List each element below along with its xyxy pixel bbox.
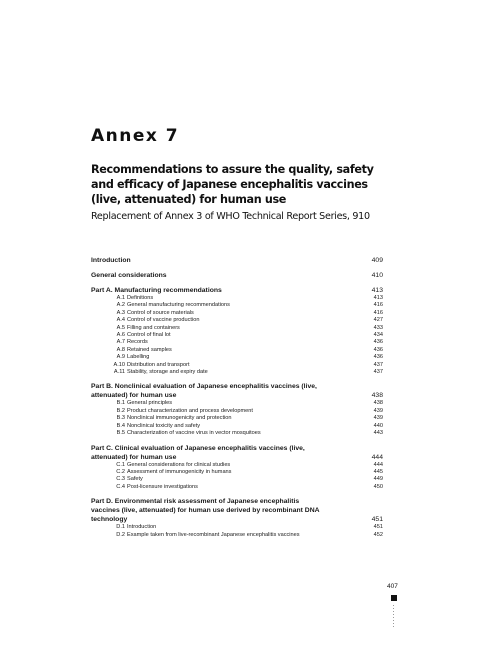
toc-subentry[interactable] [91,484,383,491]
toc-subentry[interactable] [91,415,383,422]
toc-subentry[interactable] [91,354,383,361]
toc-label: Control of vaccine production [127,317,200,324]
toc-number: A.8 [116,346,125,353]
toc-page: 445 [373,468,383,475]
toc-number: B.1 [116,400,125,407]
toc-label: Definitions [127,295,154,301]
toc-label: Filling and containers [127,324,180,331]
toc-subentry[interactable] [91,317,383,324]
toc-entry-introduction[interactable] [91,256,383,265]
toc-number: B.3 [116,415,125,422]
toc-subentry[interactable] [91,462,383,469]
toc-page: 409 [371,257,383,264]
toc-label: Introduction [127,524,157,531]
toc-page: 437 [373,361,383,368]
toc-page: 416 [373,309,383,316]
toc-page: 437 [373,369,383,376]
toc-subentry[interactable] [91,423,383,430]
toc-number: A.11 [113,369,125,376]
toc-label: Safety [127,476,143,483]
toc-number: C.3 [116,476,125,483]
toc-label: Retained samples [127,346,172,353]
toc-page: 451 [371,516,383,524]
toc-subentry[interactable] [91,302,383,309]
toc-label: Control of final lot [127,332,171,339]
toc-page: 451 [373,524,383,531]
toc-subentry[interactable] [91,362,383,369]
toc-label: Control of source materials [127,309,194,316]
toc-subentry[interactable] [91,476,383,483]
toc-number: B.4 [116,422,125,429]
toc-label: General considerations [91,272,167,279]
toc-page: 427 [373,317,383,324]
toc-page: 436 [373,354,383,361]
table-of-contents [91,256,383,539]
toc-subentry[interactable] [91,347,383,354]
toc-subentry[interactable] [91,325,383,332]
toc-label: Stability, storage and expiry date [127,369,208,376]
toc-subentry[interactable] [91,524,383,531]
toc-page: 439 [373,415,383,422]
toc-number: A.6 [116,332,125,339]
annex-title: Annex 7 [91,126,180,146]
toc-label: Part B. Nonclinical evaluation of Japanese encephalitis vaccines (live, attenuated) for human use [91,383,317,400]
toc-page: 444 [371,453,383,461]
toc-label: Distribution and transport [127,361,190,368]
toc-page: 410 [371,272,383,279]
toc-label: Introduction [91,257,131,264]
toc-number: C.1 [116,461,125,468]
toc-entry-part-d[interactable] [91,497,383,524]
page-number: 407 [387,583,398,590]
toc-number: A.10 [113,361,125,368]
page-marker-square [391,595,397,601]
toc-entry-general-considerations[interactable] [91,271,383,280]
toc-page: 439 [373,407,383,414]
toc-entry-part-b[interactable] [91,382,383,400]
toc-number: D.2 [116,531,125,538]
toc-page: 438 [373,400,383,407]
toc-label: Product characterization and process development [127,407,253,414]
toc-label: Characterization of vaccine virus in vector mosquitoes [127,430,261,437]
toc-number: A.4 [116,317,125,324]
toc-label: General principles [127,400,173,407]
toc-subentry[interactable] [91,400,383,407]
toc-label: Example taken from live-recombinant Japanese encephalitis vaccines [127,531,300,538]
toc-subentry[interactable] [91,408,383,415]
toc-page: 450 [373,483,383,490]
toc-subentry[interactable] [91,469,383,476]
toc-page: 452 [373,531,383,538]
toc-page: 433 [373,324,383,331]
toc-number: A.7 [116,339,125,346]
toc-page: 416 [373,302,383,309]
toc-label: General manufacturing recommendations [127,302,230,309]
toc-number: C.4 [116,483,125,490]
toc-page: 440 [373,422,383,429]
toc-label: Nonclinical toxicity and safety [127,422,201,429]
toc-number: B.2 [116,407,125,414]
toc-page: 443 [373,430,383,437]
toc-subentry[interactable] [91,332,383,339]
toc-subentry[interactable] [91,310,383,317]
toc-number: A.5 [116,324,125,331]
toc-entry-part-c[interactable] [91,444,383,462]
toc-page: 413 [371,287,383,294]
toc-subentry[interactable] [91,339,383,346]
toc-label: Assessment of immunogenicity in humans [127,468,232,475]
toc-number: A.1 [116,295,125,301]
toc-page: 449 [373,476,383,483]
toc-page: 438 [371,392,383,400]
toc-label: Part C. Clinical evaluation of Japanese encephalitis vaccines (live, attenuated) for human use [91,444,305,461]
toc-label: General considerations for clinical studies [127,461,231,468]
toc-page: 444 [373,461,383,468]
toc-label: Records [127,339,148,346]
page-edge-dots [393,605,394,627]
document-title: Recommendations to assure the quality, safety and efficacy of Japanese encephalitis vaccines (live, attenuated) for human use [91,163,374,206]
document-subtitle: Replacement of Annex 3 of WHO Technical Report Series, 910 [91,211,370,222]
toc-subentry[interactable] [91,430,383,437]
toc-number: D.1 [116,524,125,531]
toc-page: 413 [373,295,383,301]
toc-number: C.2 [116,468,125,475]
toc-entry-part-a[interactable] [91,286,383,295]
toc-subentry[interactable] [91,369,383,376]
toc-label: Labelling [127,354,150,361]
toc-page: 434 [373,332,383,339]
toc-number: B.5 [116,430,125,437]
toc-number: A.3 [116,309,125,316]
toc-number: A.9 [116,354,125,361]
toc-label: Nonclinical immunogenicity and protection [127,415,232,422]
toc-page: 436 [373,346,383,353]
toc-label: Part A. Manufacturing recommendations [91,287,222,294]
toc-number: A.2 [116,302,125,309]
toc-label: Post-licensure investigations [127,483,198,490]
toc-page: 436 [373,339,383,346]
toc-subentry[interactable] [91,532,383,539]
toc-subentry[interactable] [91,295,383,302]
toc-label: Part D. Environmental risk assessment of Japanese encephalitis vaccines (live, attenuated) for human use derived by recombinant DNA technology [91,498,320,524]
